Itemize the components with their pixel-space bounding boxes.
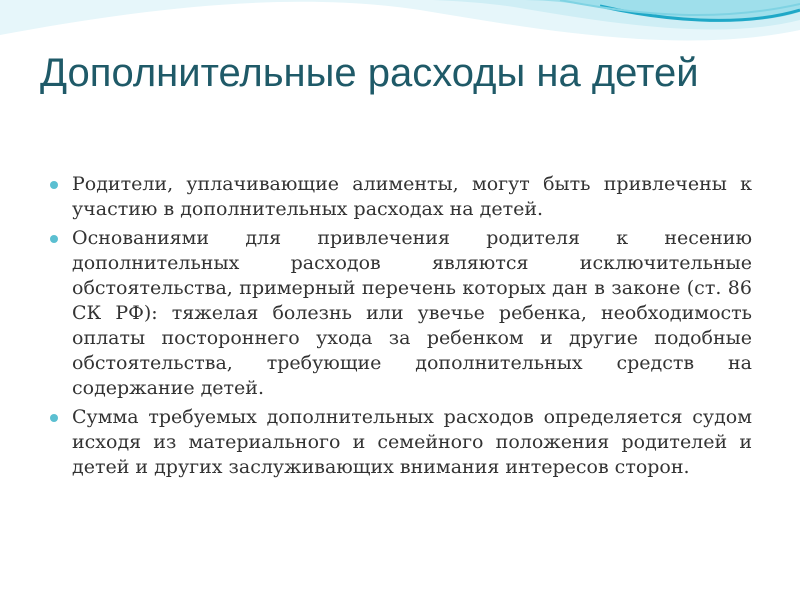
- bullet-text: Сумма требуемых дополнительных расходов определяется судом исходя из материального и семейного положения родителей и детей и других заслуживающих внимания интересов сторон.: [72, 406, 752, 478]
- bullet-dot-icon: [50, 235, 58, 243]
- bullet-dot-icon: [50, 414, 58, 422]
- bullet-text: Родители, уплачивающие алименты, могут быть привлечены к участию в дополнительных расходах на детей.: [72, 173, 752, 220]
- bullet-dot-icon: [50, 181, 58, 189]
- bullet-text: Основаниями для привлечения родителя к несению дополнительных расходов являются исключительные обстоятельства, примерный перечень которых дан в законе (ст. 86 СК РФ): тяжелая болезнь или увечье ребенка, необходимость оплаты постороннего ухода за ребенком и другие подобные обстоятельства, требующие дополнительных средств на содержание детей.: [72, 227, 752, 399]
- bullet-item: [46, 405, 752, 480]
- bullet-list: [46, 172, 752, 484]
- bullet-item: [46, 172, 752, 222]
- slide-title: Дополнительные расходы на детей: [40, 51, 699, 95]
- bullet-item: [46, 226, 752, 401]
